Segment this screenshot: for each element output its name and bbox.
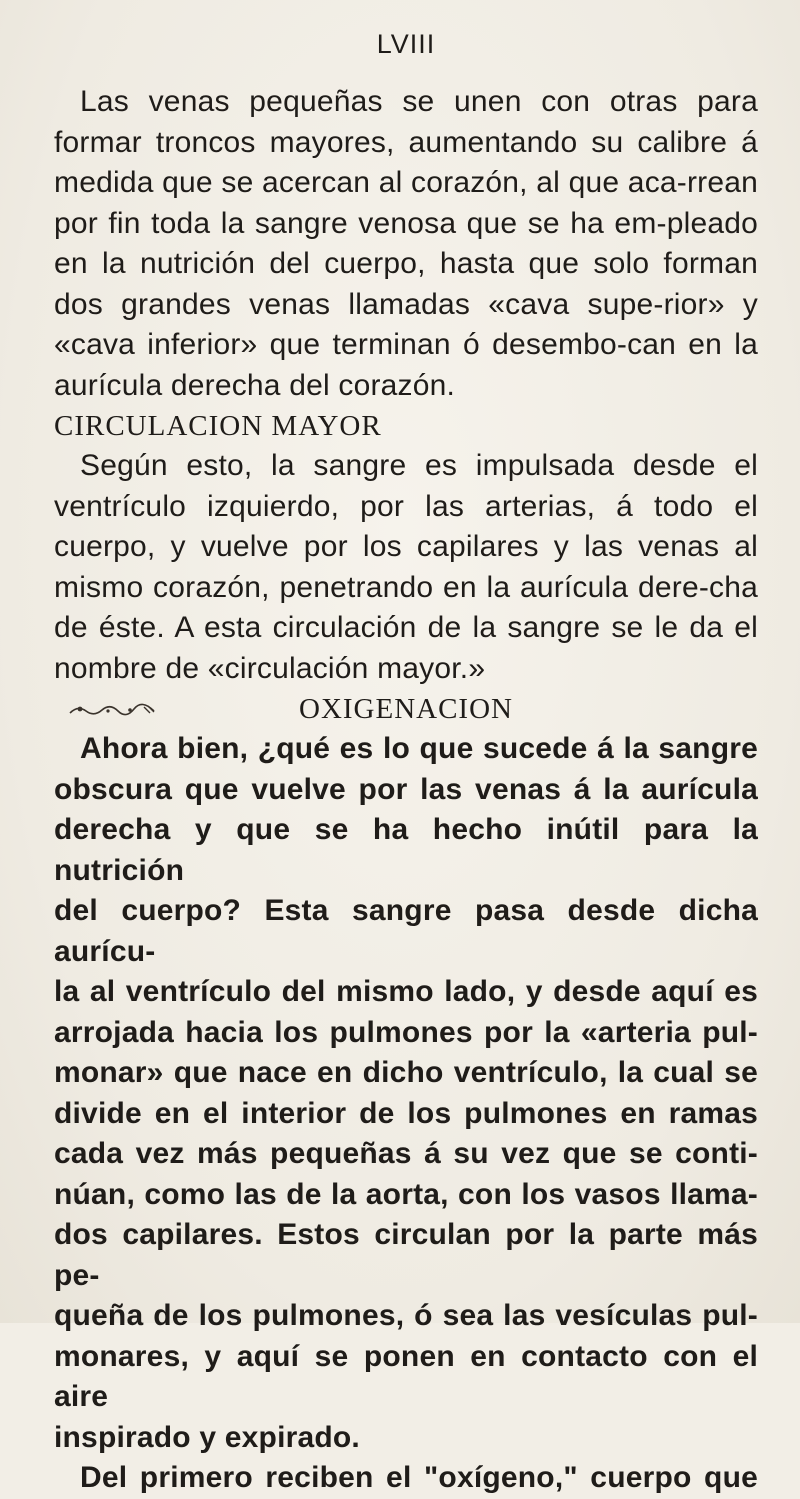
text-line: cada vez más pequeñas á su vez que se conti- [54, 1137, 758, 1170]
text-line: divide en el interior de los pulmones en ramas [54, 1096, 758, 1130]
text-line: obscura que vuelve por las venas á la aurícula [54, 772, 758, 806]
text-line: queña de los pulmones, ó sea las vesículas pul- [54, 1299, 758, 1332]
text-line: derecha y que se ha hecho inútil para la nutrición [54, 813, 758, 887]
text-line: monar» que nace en dicho ventrículo, la cual se [54, 1056, 758, 1089]
paragraph-oxygenation [54, 729, 758, 1499]
section-heading-oxigenacion: OXIGENACION [299, 693, 513, 725]
page-body [54, 82, 758, 1499]
text-line: Ahora bien, ¿qué es lo que sucede á la sangre [80, 732, 758, 765]
section-heading-oxigenacion-row [54, 689, 758, 729]
text-line: Del primero reciben el "oxígeno," cuerpo que [80, 1461, 758, 1494]
running-head: LVIII [376, 29, 436, 59]
paragraph-veins: Las venas pequeñas se unen con otras para formar troncos mayores, aumentando su calibre á medida que se acercan al corazón, al que aca-rrean por fin toda la sangre venosa que se ha em-pleado en la nutrición del cuerpo, hasta que solo forman dos grandes venas llamadas «cava supe-rior» y «cava inferior» que terminan ó desembo-can en la aurícula derecha del corazón. [54, 85, 758, 402]
text-line: inspirado y expirado. [54, 1420, 360, 1454]
text-line: arrojada hacia los pulmones por la «arteria pul- [54, 1015, 758, 1049]
text-line: del cuerpo? Esta sangre pasa desde dicha aurícu- [54, 894, 758, 968]
text-line: la al ventrículo del mismo lado, y desde aquí es [54, 975, 758, 1008]
text-line: dos capilares. Estos circulan por la parte más pe- [54, 1218, 758, 1292]
paragraph-circulation: Según esto, la sangre es impulsada desde el ventrículo izquierdo, por las arterias, á todo el cuerpo, y vuelve por los capilares y las venas al mismo corazón, penetrando en la aurícula dere-cha de éste. A esta circulación de la sangre se le da el nombre de «circulación mayor.» [54, 449, 758, 685]
text-line: monares, y aquí se ponen en contacto con el aire [54, 1339, 758, 1413]
section-heading-circulacion-mayor: CIRCULACION MAYOR [54, 410, 382, 442]
printer-ornament-icon [68, 701, 158, 719]
text-line: núan, como las de la aorta, con los vasos llama- [54, 1177, 758, 1211]
